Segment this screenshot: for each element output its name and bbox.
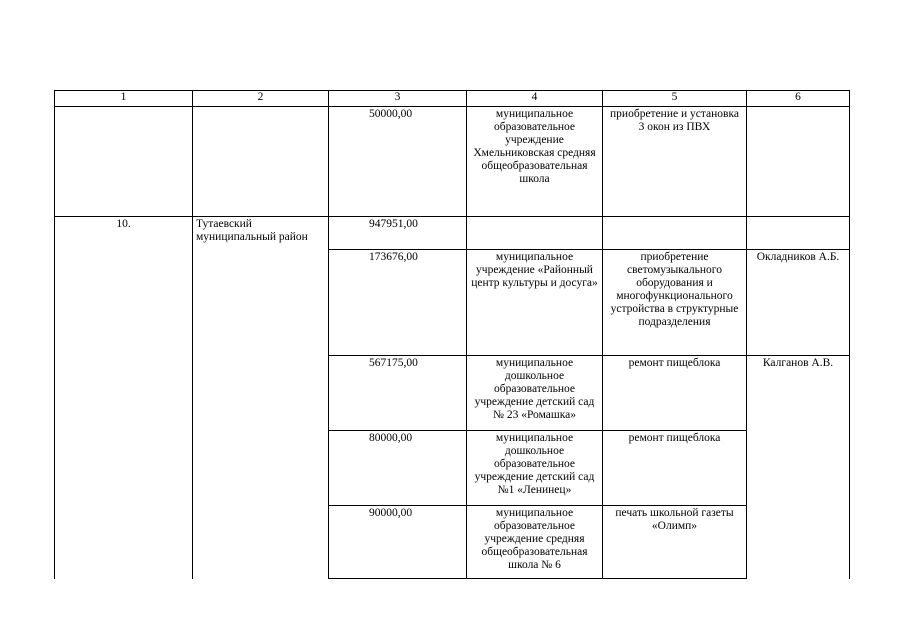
institution-cell: муниципальное дошкольное образовательное учреждение детский сад № 23 «Ромашка» — [467, 356, 603, 431]
institution-cell — [467, 217, 603, 250]
total-amount-cell: 947951,00 — [329, 217, 467, 250]
district-cell — [193, 107, 329, 217]
purpose-cell — [603, 217, 747, 250]
column-number: 1 — [55, 91, 193, 107]
district-total-row — [55, 217, 850, 250]
district-cell: Тутаевский муниципальный район — [193, 217, 329, 579]
amount-cell: 50000,00 — [329, 107, 467, 217]
column-number: 6 — [747, 91, 850, 107]
responsible-cell: Окладников А.Б. — [747, 250, 850, 356]
purpose-cell: ремонт пищеблока — [603, 431, 747, 506]
allocation-table — [54, 90, 850, 579]
purpose-cell: приобретение светомузыкального оборудования и многофункционального устройства в структурные подразделения — [603, 250, 747, 356]
table-row — [55, 107, 850, 217]
purpose-cell: печать школьной газеты «Олимп» — [603, 506, 747, 579]
amount-cell: 80000,00 — [329, 431, 467, 506]
responsible-cell: Калганов А.В. — [747, 356, 850, 579]
column-number: 2 — [193, 91, 329, 107]
purpose-cell: приобретение и установка 3 окон из ПВХ — [603, 107, 747, 217]
amount-cell: 173676,00 — [329, 250, 467, 356]
row-number-cell — [55, 107, 193, 217]
responsible-cell — [747, 107, 850, 217]
column-number: 5 — [603, 91, 747, 107]
column-number: 4 — [467, 91, 603, 107]
institution-cell: муниципальное образовательное учреждение Хмельниковская средняя общеобразовательная школа — [467, 107, 603, 217]
column-number: 3 — [329, 91, 467, 107]
responsible-cell — [747, 217, 850, 250]
purpose-cell: ремонт пищеблока — [603, 356, 747, 431]
amount-cell: 567175,00 — [329, 356, 467, 431]
amount-cell: 90000,00 — [329, 506, 467, 579]
institution-cell: муниципальное дошкольное образовательное учреждение детский сад №1 «Ленинец» — [467, 431, 603, 506]
row-number-cell: 10. — [55, 217, 193, 579]
column-number-row — [55, 91, 850, 107]
institution-cell: муниципальное образовательное учреждение средняя общеобразовательная школа № 6 — [467, 506, 603, 579]
institution-cell: муниципальное учреждение «Районный центр культуры и досуга» — [467, 250, 603, 356]
